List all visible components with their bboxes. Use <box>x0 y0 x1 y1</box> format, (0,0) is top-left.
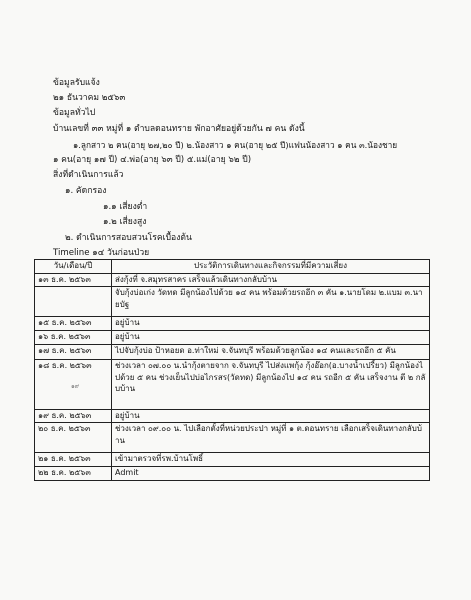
row-date: ๑๖ ธ.ค. ๒๕๖๓ <box>35 331 112 345</box>
row-description: เข้ามาตรวจที่รพ.บ้านโพธิ์ <box>112 453 430 467</box>
row-date: ๑๙ ธ.ค. ๒๕๖๓ <box>35 410 112 423</box>
row-date: ๑๓ ธ.ค. ๒๕๖๓ <box>35 274 112 287</box>
row-description: อยู่บ้าน <box>112 410 430 423</box>
row-date: ๒๐ ธ.ค. ๒๕๖๓ <box>35 423 112 453</box>
section-report-heading: ข้อมูลรับแจ้ง <box>53 78 100 88</box>
table-row <box>35 287 430 317</box>
column-header-history: ประวัติการเดินทางและกิจกรรมที่มีความเสี่ยง <box>112 260 430 274</box>
action-high-risk: ๑.๒ เสี่ยงสูง <box>103 217 147 227</box>
row-date: ๑๘ ธ.ค. ๒๕๖๓ <box>35 360 112 410</box>
table-row <box>35 317 430 331</box>
action-low-risk: ๑.๑ เสี่ยงต่ำ <box>103 202 148 212</box>
row-description: Admit <box>112 467 430 481</box>
table-row <box>35 274 430 287</box>
timeline-table <box>34 259 430 481</box>
table-row <box>35 423 430 453</box>
table-row <box>35 331 430 345</box>
table-row <box>35 345 430 360</box>
row-date <box>35 287 112 317</box>
table-row <box>35 410 430 423</box>
row-description: ช่วงเวลา ๐๙.๐๐ น. ไปเลือกตั้งที่หน่วยประปา หมู่ที่ ๑ ต.ดอนทราย เลือกเสร็จเดินทางกลับบ้าน <box>112 423 430 453</box>
table-row <box>35 467 430 481</box>
table-row <box>35 453 430 467</box>
action-screening: ๑. คัดกรอง <box>65 186 107 196</box>
margin-mark: ๑๙ <box>71 383 80 390</box>
row-description: ช่วงเวลา ๐๗.๐๐ น.นำกุ้งตายจาก จ.จันทบุรี ไปส่งแพกุ้ง กุ้งอ๊อก(อ.บางน้ำเปรี้ยว) มีลูกน้องไปด้วย ๕ คน ช่วงเย็นไปบ่อไกรสร(วัดทด) มีลูกน้องไป ๑๔ คน รถอีก ๕ คัน เสร็จงาน ตี ๒ กลับบ้าน <box>112 360 430 410</box>
section-general-heading: ข้อมูลทั่วไป <box>53 108 96 118</box>
row-date: ๑๗ ธ.ค. ๒๕๖๓ <box>35 345 112 360</box>
household-line: บ้านเลขที่ ๓๓ หมู่ที่ ๑ ตำบลดอนทราย พักอาศัยอยู่ด้วยกัน ๗ คน ดังนี้ <box>53 124 305 134</box>
members-line-1: ๑.ลูกสาว ๒ คน(อายุ ๒๗,๒๐ ปี) ๒.น้องสาว ๑ คน(อายุ ๒๕ ปี)แฟนน้องสาว ๑ คน ๓.น้องชาย <box>73 140 398 150</box>
timeline-title: Timeline ๑๔ วันก่อนป่วย <box>53 248 150 258</box>
row-date: ๑๕ ธ.ค. ๒๕๖๓ <box>35 317 112 331</box>
row-description: อยู่บ้าน <box>112 331 430 345</box>
row-description: ไปจับกุ้งบ่อ ป้าหอยด อ.ท่าใหม่ จ.จันทบุรี พร้อมด้วยลูกน้อง ๑๔ คนและรถอีก ๕ คัน <box>112 345 430 360</box>
row-date: ๒๒ ธ.ค. ๒๕๖๓ <box>35 467 112 481</box>
row-description: จับกุ้งบ่อเก่ง วัดทด มีลูกน้องไปด้วย ๑๔ คน พร้อมด้วยรถอีก ๓ คัน ๑.นายโดม ๒.แบม ๓.นายบัฐ <box>112 287 430 317</box>
members-line-2: ๑ คน(อายุ ๑๗ ปี) ๔.พ่อ(อายุ ๖๓ ปี) ๕.แม่(อายุ ๖๒ ปี) <box>53 155 252 165</box>
row-date: ๒๑ ธ.ค. ๒๕๖๓ <box>35 453 112 467</box>
actions-heading: สิ่งที่ดำเนินการแล้ว <box>53 170 124 180</box>
row-description: อยู่บ้าน <box>112 317 430 331</box>
table-row <box>35 360 430 410</box>
table-header-row <box>35 260 430 274</box>
column-header-date: วัน/เดือน/ปี <box>35 260 112 274</box>
row-description: ส่งกุ้งที่ จ.สมุทรสาคร เสร็จแล้วเดินทางกลับบ้าน <box>112 274 430 287</box>
action-investigation: ๒. ดำเนินการสอบสวนโรคเบื้องต้น <box>65 233 192 243</box>
report-date: ๒๑ ธันวาคม ๒๕๖๓ <box>53 93 126 103</box>
